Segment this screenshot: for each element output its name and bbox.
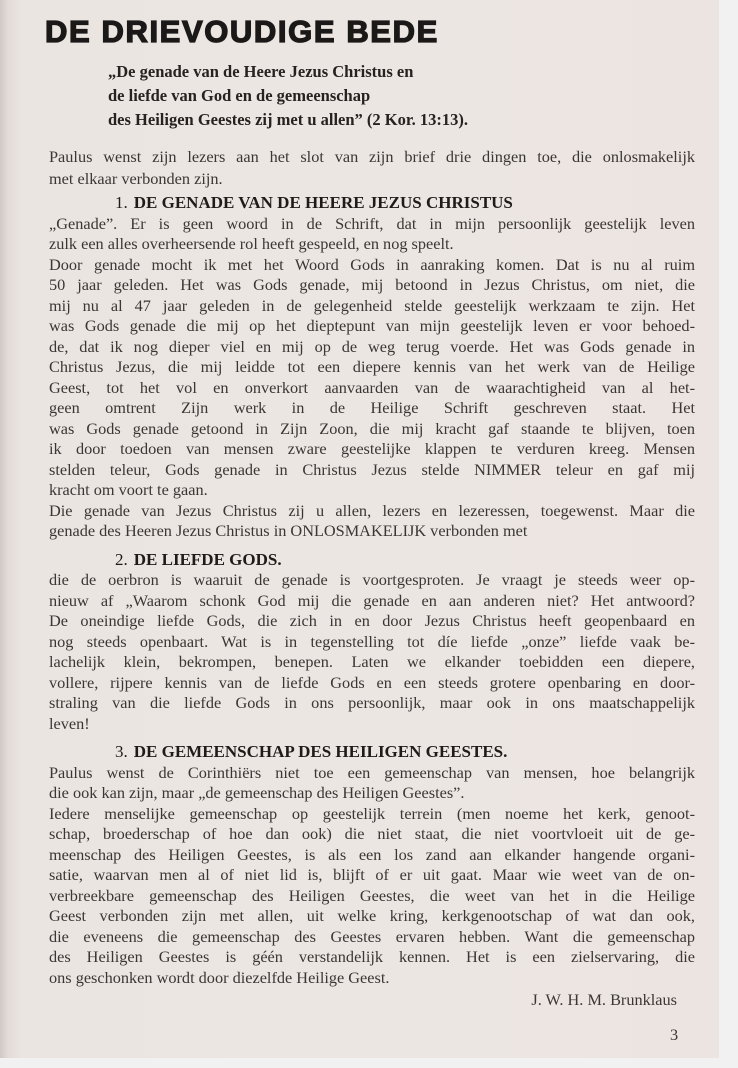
paragraph (49, 804, 695, 989)
paragraph (49, 214, 695, 255)
article-body (49, 193, 695, 1011)
section-title: DE GEMEENSCHAP DES HEILIGEN GEESTES. (133, 742, 508, 761)
text-line: 50 jaar geleden. Het was Gods genade, mij betoond in Jezus Christus, om niet, die (49, 275, 695, 294)
section-heading (49, 550, 695, 571)
text-line: die ook kan zijn, maar „de gemeenschap des Heiligen Geestes”. (49, 783, 465, 802)
section-heading (49, 193, 695, 214)
text-line: nog steeds openbaart. Wat is in tegenstelling tot díe liefde „onze” liefde vaak be- (49, 631, 695, 651)
text-line: die eveneens die gemeenschap des Geestes ervaren hebben. Want die gemeenschap (49, 926, 695, 946)
text-line: ik door toedoen van mensen zware geestelijke klappen te verduren kreeg. Mensen (49, 439, 695, 458)
paragraph (49, 255, 695, 501)
quote-line: des Heiligen Geestes zij met u allen” (2 Kor. 13:13). (108, 110, 469, 129)
text-line: schap, broederschap of hoe dan ook) die niet staat, die niet voortvloeit uit de ge- (49, 824, 695, 843)
quote-line: „De genade van de Heere Jezus Christus en (108, 62, 414, 81)
text-line: ons geschonken wordt door diezelfde Heilige Geest. (49, 967, 390, 987)
text-line: die de oerbron is waaruit de genade is voortgesproten. Je vraagt je steeds weer op- (49, 570, 695, 589)
paragraph (49, 570, 695, 734)
bible-quote (108, 60, 468, 132)
text-line: Iedere menselijke gemeenschap op geestelijk terrein (men noeme het kerk, genoot- (49, 803, 695, 823)
text-line: Geest verbonden zijn met allen, uit welke kring, kerkgenootschap of wat dan ook, (49, 906, 695, 925)
section-title: DE GENADE VAN DE HEERE JEZUS CHRISTUS (133, 193, 513, 212)
text-line: verbreekbare gemeenschap des Heiligen Geestes, die weet van het in die Heilige (49, 885, 695, 905)
text-line: des Heiligen Geestes is géén verstandelijk kennen. Het is een zielservaring, die (49, 947, 695, 966)
section-title: DE LIEFDE GODS. (133, 549, 282, 569)
section-number: 1. (115, 193, 128, 212)
text-line: Door genade mocht ik met het Woord Gods in aanraking komen. Dat is nu al ruim (49, 254, 695, 274)
text-line: Paulus wenst zijn lezers aan het slot van zijn brief drie dingen toe, die onlosmakelijk (49, 147, 695, 166)
text-line: Die genade van Jezus Christus zij u allen, lezers en lezeressen, toegewenst. Maar die (49, 500, 695, 520)
text-line: Paulus wenst de Corinthiërs niet toe een gemeenschap van mensen, hoe belangrijk (49, 762, 695, 782)
text-line: Geest, tot het vol en onverkort aanvaarden van de waarachtigheid van al het- (49, 377, 695, 397)
section-number: 2. (115, 549, 128, 569)
text-line: De oneindige liefde Gods, die zich in en door Jezus Christus heeft geopenbaard en (49, 611, 695, 630)
author-signature: J. W. H. M. Brunklaus (531, 990, 677, 1009)
text-line: vollere, rijpere kennis van de liefde Gods en een steeds grotere openbaring en door- (49, 672, 695, 692)
quote-line: de liefde van God en de gemeenschap (108, 86, 371, 105)
paragraph (49, 501, 695, 542)
text-line: satie, waarvan men al of niet lid is, blijft of er uit gaat. Maar wie weet van de on- (49, 865, 695, 884)
text-line: lachelijk klein, bekrompen, benepen. Laten we elkander toebidden een diepere, (49, 652, 695, 671)
section-number: 3. (115, 742, 128, 761)
text-line: straling van die liefde Gods in ons persoonlijk, maar ook in ons maatschappelijk (49, 693, 695, 712)
text-line: „Genade”. Er is geen woord in de Schrift, dat in mijn persoonlijk geestelijk leven (49, 213, 695, 233)
text-line: genade des Heeren Jezus Christus in ONLOSMAKELIJK verbonden met (49, 521, 528, 540)
text-line: Christus Jezus, die mij leidde tot een diepere kennis van het werk van de Heilige (49, 357, 695, 376)
text-line: kracht om voort te gaan. (49, 480, 208, 499)
paragraph (49, 763, 695, 804)
article-title: DE DRIEVOUDIGE BEDE (45, 14, 439, 49)
page-number: 3 (670, 1025, 679, 1044)
text-line: leven! (49, 713, 90, 733)
text-line: was Gods genade die mij op het dieptepunt van mijn geestelijk leven er voor behoed- (49, 316, 695, 335)
text-line: de, dat ik nog dieper viel en mij op de weg terug voerde. Het was Gods genade in (49, 336, 695, 356)
intro-paragraph (49, 146, 695, 190)
text-line: mij nu al 47 jaar geleden in de gelegenheid stelde geestelijk werkzaam te zijn. Het (49, 295, 695, 315)
text-line: stelden teleur, Gods genade in Christus Jezus stelde NIMMER teleur en gaf mij (49, 459, 695, 479)
section-heading (49, 742, 695, 763)
text-line: meenschap des Heiligen Geestes, is als een los zand aan elkander hangende organi- (49, 844, 695, 864)
text-line: zulk een alles overheersende rol heeft gespeeld, en nog speelt. (49, 234, 454, 253)
text-line: nieuw af „Waarom schonk God mij die genade en aan anderen niet? Het antwoord? (49, 590, 695, 610)
text-line: was Gods genade getoond in Zijn Zoon, die mij kracht gaf staande te blijven, toen (49, 418, 695, 438)
text-line: geen omtrent Zijn werk in de Heilige Schrift geschreven staat. Het (49, 398, 695, 417)
text-line: met elkaar verbonden zijn. (49, 169, 223, 188)
